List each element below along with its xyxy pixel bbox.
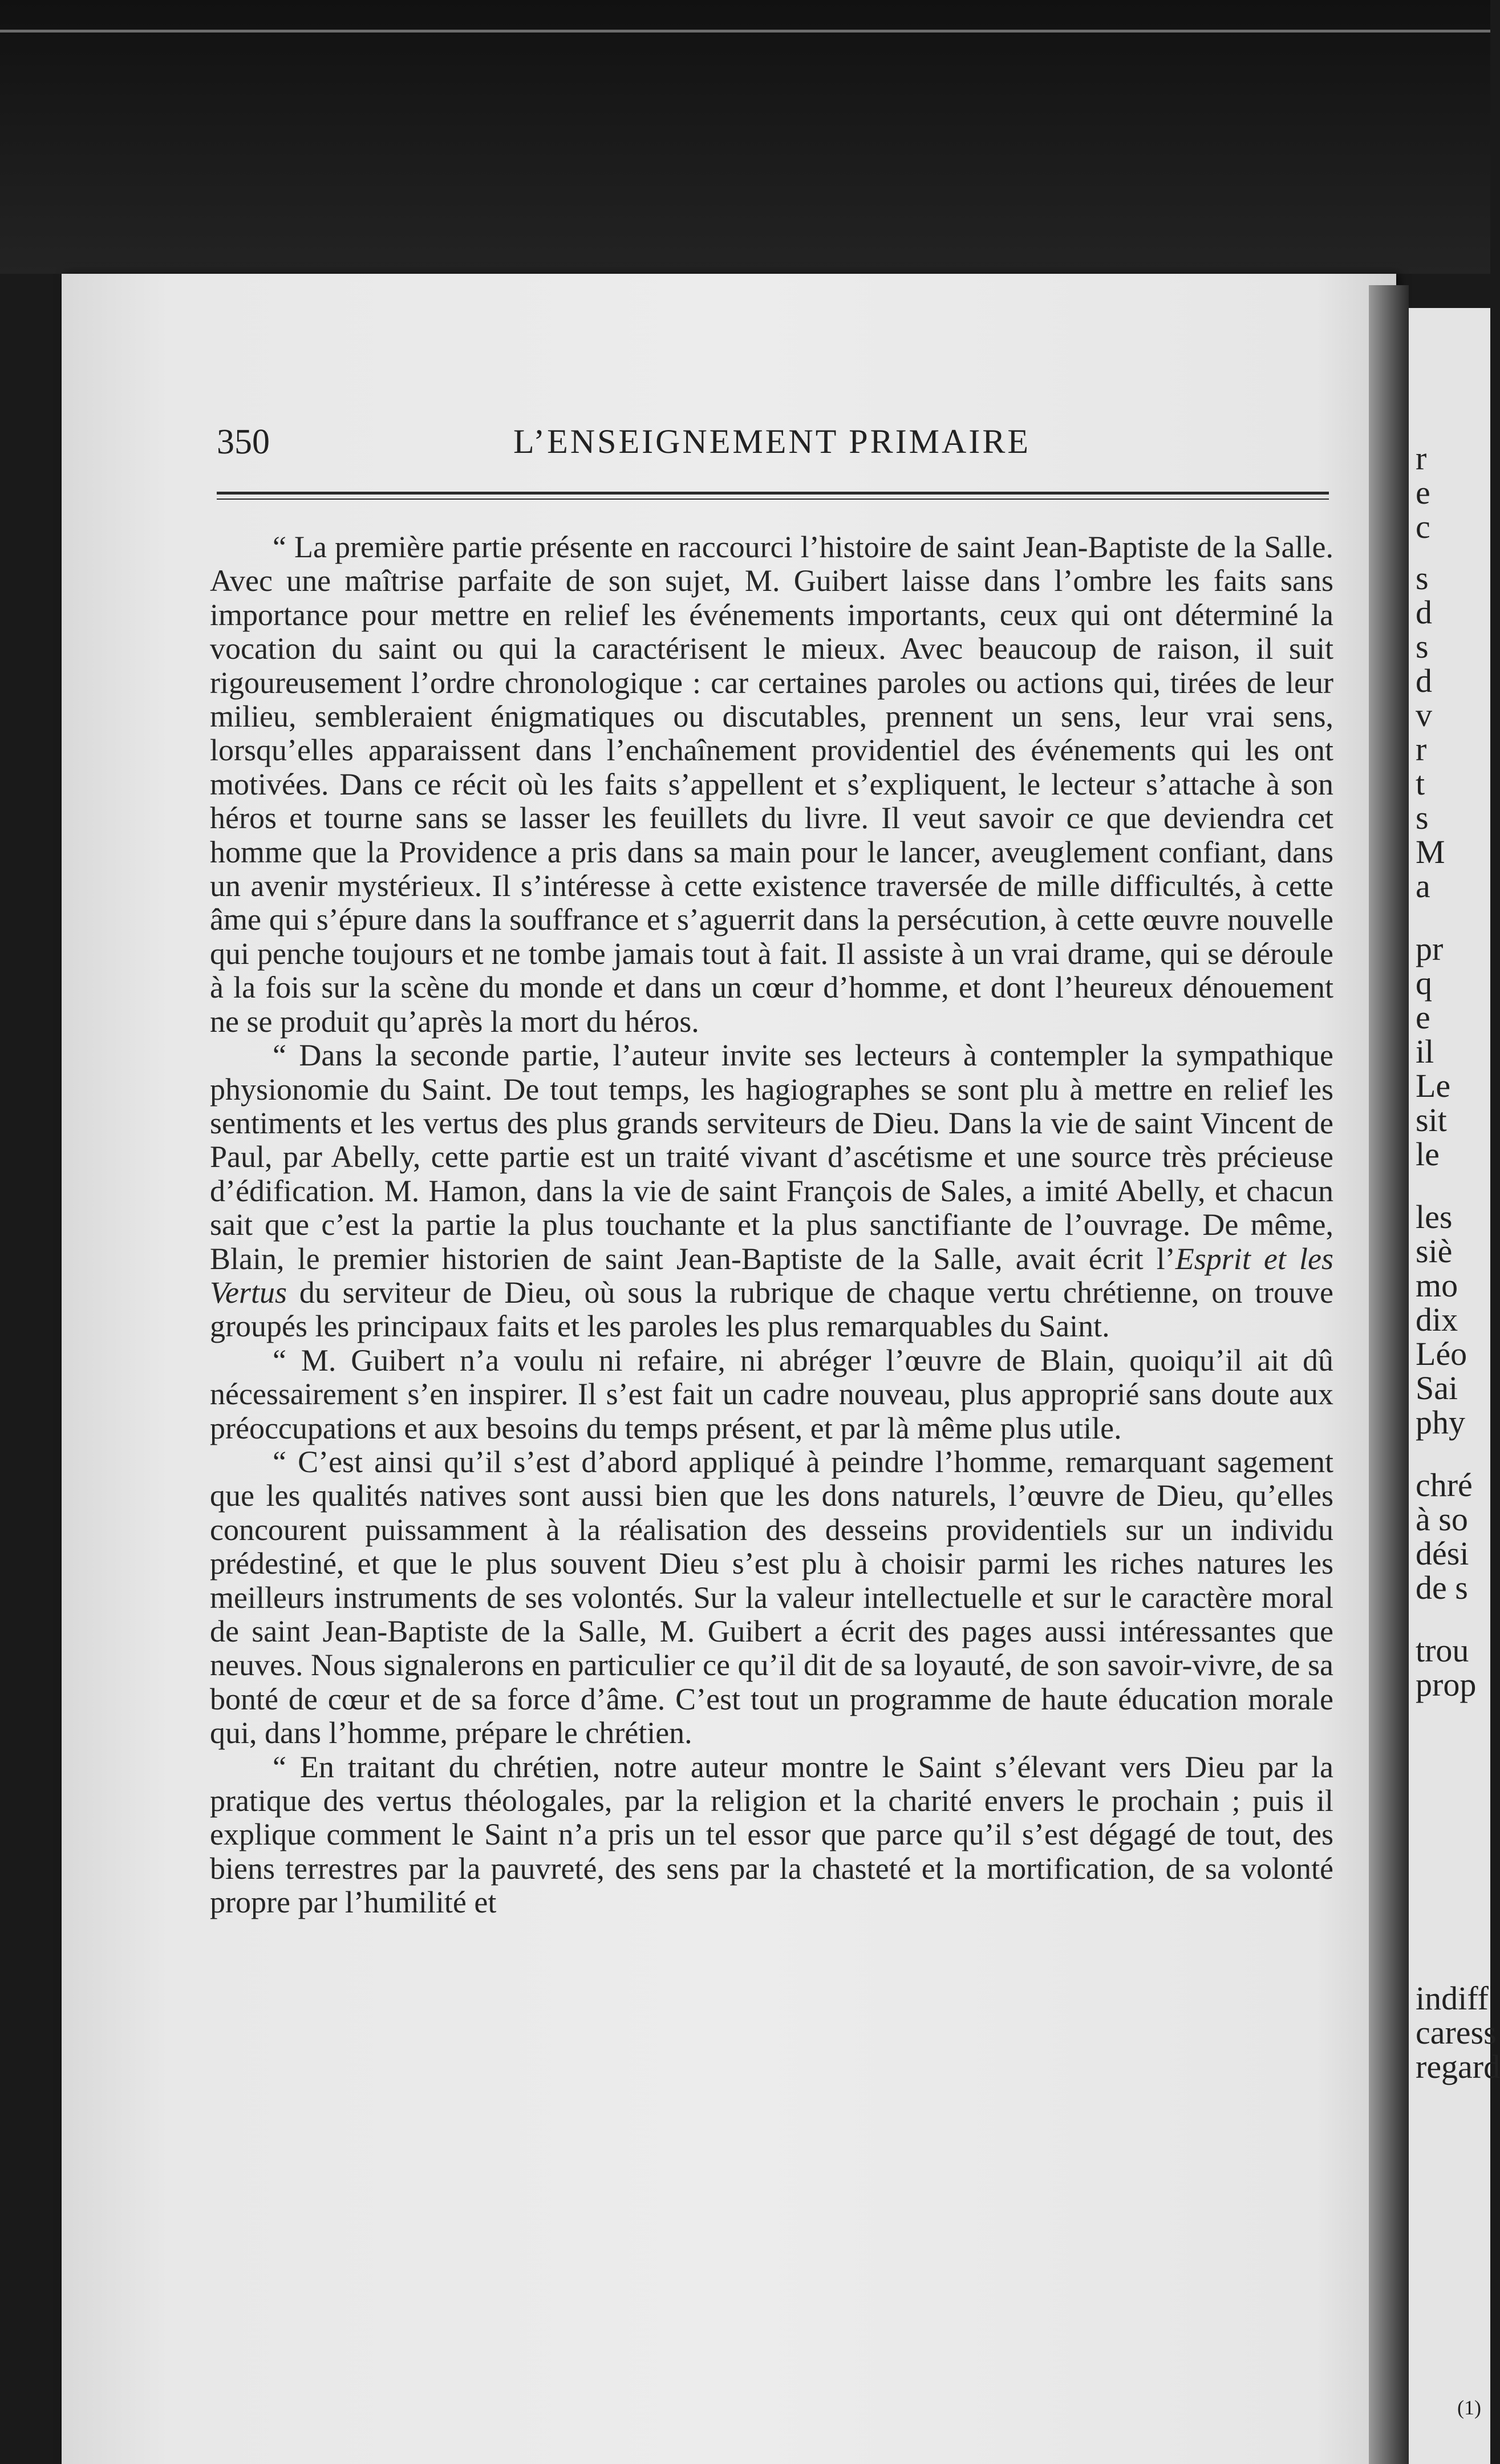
adjacent-page-fragment: r [1416, 440, 1427, 477]
adjacent-page-fragment: mo [1416, 1267, 1458, 1304]
paragraph-3: “ M. Guibert n’a voulu ni refaire, ni abréger l’œuvre de Blain, quoiqu’il ait dû nécessairement s’en inspirer. Il s’est fait un cadre nouveau, plus approprié sans doute aux préoccupations et aux besoins du temps présent, et par là même plus utile. [210, 1343, 1333, 1445]
adjacent-page-fragment: Léo [1416, 1335, 1467, 1372]
adjacent-page-fragment: s [1416, 628, 1429, 665]
adjacent-page-fragment: pr [1416, 930, 1444, 967]
adjacent-page-fragment: Le [1416, 1067, 1451, 1104]
adjacent-page-fragment: prop [1416, 1666, 1477, 1703]
adjacent-page-fragment: indiff [1416, 1980, 1489, 2017]
book-gutter [1369, 285, 1409, 2464]
page-number: 350 [217, 423, 270, 461]
adjacent-page-fragment: r [1416, 731, 1427, 768]
adjacent-page-fragment: q [1416, 964, 1432, 1002]
paragraph-1: “ La première partie présente en raccourci l’histoire de saint Jean-Baptiste de la Salle. Avec une maîtrise parfaite de son sujet, M. Guibert laisse dans l’ombre les faits sans importance pour mettre en relief les événements importants, ceux qui ont déterminé la vocation du saint ou qui la caractérisent le mieux. Avec beaucoup de raison, il suit rigoureusement l’ordre chronologique : car certaines paroles ou actions qui, tirées de leur milieu, sembleraient énigmatiques ou discutables, prennent un sens, leur vrai sens, lorsqu’elles apparaissent dans l’enchaînement providentiel des événements qui les ont motivées. Dans ce récit où les faits s’appellent et s’expliquent, le lecteur s’attache à son héros et tourne sans se lasser les feuillets du livre. Il veut savoir ce que deviendra cet homme que la Providence a pris dans sa main pour le lancer, aveuglement confiant, dans un avenir mystérieux. Il s’intéresse à cette existence traversée de mille difficultés, à cette âme qui s’épure dans la souffrance et s’aguerrit dans la persécution, à cette œuvre nouvelle qui penche toujours et ne tombe jamais tout à fait. Il assiste à un vrai drame, qui se déroule à la fois sur la scène du monde et dans un cœur d’homme, et dont l’heureux dénouement ne se produit qu’après la mort du héros. [210, 530, 1333, 1039]
adjacent-page-fragment: dix [1416, 1301, 1458, 1338]
adjacent-page-fragment: e [1416, 474, 1430, 511]
adjacent-page-fragment: dési [1416, 1535, 1469, 1572]
adjacent-page-fragment: s [1416, 560, 1429, 597]
adjacent-page-fragment: chré [1416, 1466, 1473, 1503]
page-header [217, 422, 1300, 468]
adjacent-page-fragment: d [1416, 594, 1432, 631]
adjacent-page [1409, 308, 1500, 2464]
adjacent-page-fragment: trou [1416, 1632, 1469, 1669]
adjacent-page-fragment: à so [1416, 1501, 1468, 1538]
scan-background-top [0, 0, 1490, 274]
running-title: L’ENSEIGNEMENT PRIMAIRE [513, 423, 1031, 460]
header-rule-thin [217, 499, 1329, 500]
paragraph-2-before: “ Dans la seconde partie, l’auteur invite ses lecteurs à contempler la sympathique physionomie du Saint. De tout temps, les hagiographes se sont plu à mettre en relief les sentiments et les vertus des plus grands serviteurs de Dieu. Dans la vie de saint Vincent de Paul, par Abelly, cette partie est un traité vivant d’ascétisme et une source très précieuse d’édification. M. Hamon, dans la vie de saint François de Sales, a imité Abelly, et chacun sait que c’est la partie la plus touchante et la plus sanctifiante de l’ouvrage. De même, Blain, le premier historien de saint Jean-Baptiste de la Salle, avait écrit l’ [210, 1038, 1333, 1276]
adjacent-page-fragment: siè [1416, 1233, 1453, 1270]
adjacent-page-fragment: il [1416, 1033, 1434, 1070]
adjacent-page-fragment: s [1416, 799, 1429, 836]
paragraph-2-after: du serviteur de Dieu, où sous la rubrique de chaque vertu chrétienne, on trouve groupés les principaux faits et les paroles les plus remarquables du Saint. [210, 1275, 1333, 1344]
adjacent-page-fragment: regard [1416, 2048, 1500, 2085]
adjacent-page-fragment: de s [1416, 1569, 1468, 1606]
scan-edge-line [0, 30, 1490, 33]
paragraph-2 [210, 1039, 1333, 1344]
adjacent-page-fragment: phy [1416, 1404, 1465, 1441]
footnote-marker: (1) [1457, 2396, 1481, 2419]
adjacent-page-fragment: t [1416, 765, 1425, 802]
body-text [210, 530, 1333, 1920]
adjacent-page-fragment: M [1416, 833, 1445, 870]
adjacent-page-fragment: Sai [1416, 1369, 1458, 1407]
paragraph-4: “ C’est ainsi qu’il s’est d’abord appliqué à peindre l’homme, remarquant sagement que les qualités natives sont aussi bien que les dons naturels, l’œuvre de Dieu, qu’elles concourent puissamment à la réalisation des desseins providentiels sur un individu prédestiné, et que le plus souvent Dieu s’est plu à choisir parmi les riches natures les meilleurs instruments de ses volontés. Sur la valeur intellectuelle et sur le caractère moral de saint Jean-Baptiste de la Salle, M. Guibert a écrit des pages aussi intéressantes que neuves. Nous signalerons en particulier ce qu’il dit de sa loyauté, de son savoir-vivre, de sa bonté de cœur et de sa force d’âme. C’est tout un programme de haute éducation morale qui, dans l’homme, prépare le chrétien. [210, 1444, 1333, 1750]
adjacent-page-fragment: d [1416, 662, 1432, 699]
paragraph-5: “ En traitant du chrétien, notre auteur montre le Saint s’élevant vers Dieu par la pratique des vertus théologales, par la religion et la charité envers le prochain ; puis il explique comment le Saint n’a pris un tel essor que parce qu’il s’est dégagé de tout, des biens terrestres par la pauvreté, des sens par la chasteté et la mortification, de sa volonté propre par l’humilité et [210, 1749, 1333, 1920]
adjacent-page-fragment: sit [1416, 1101, 1447, 1138]
adjacent-page-fragment: les [1416, 1198, 1453, 1235]
header-rule-thick [217, 492, 1329, 495]
adjacent-page-fragment: v [1416, 696, 1432, 733]
book-title-italic: Esprit et les Vertus [210, 1241, 1333, 1310]
adjacent-page-fragment: le [1416, 1136, 1440, 1173]
adjacent-page-fragment: caress [1416, 2014, 1497, 2051]
adjacent-page-fragment: a [1416, 868, 1430, 905]
adjacent-page-fragment: c [1416, 508, 1430, 545]
adjacent-page-fragment: e [1416, 999, 1430, 1036]
